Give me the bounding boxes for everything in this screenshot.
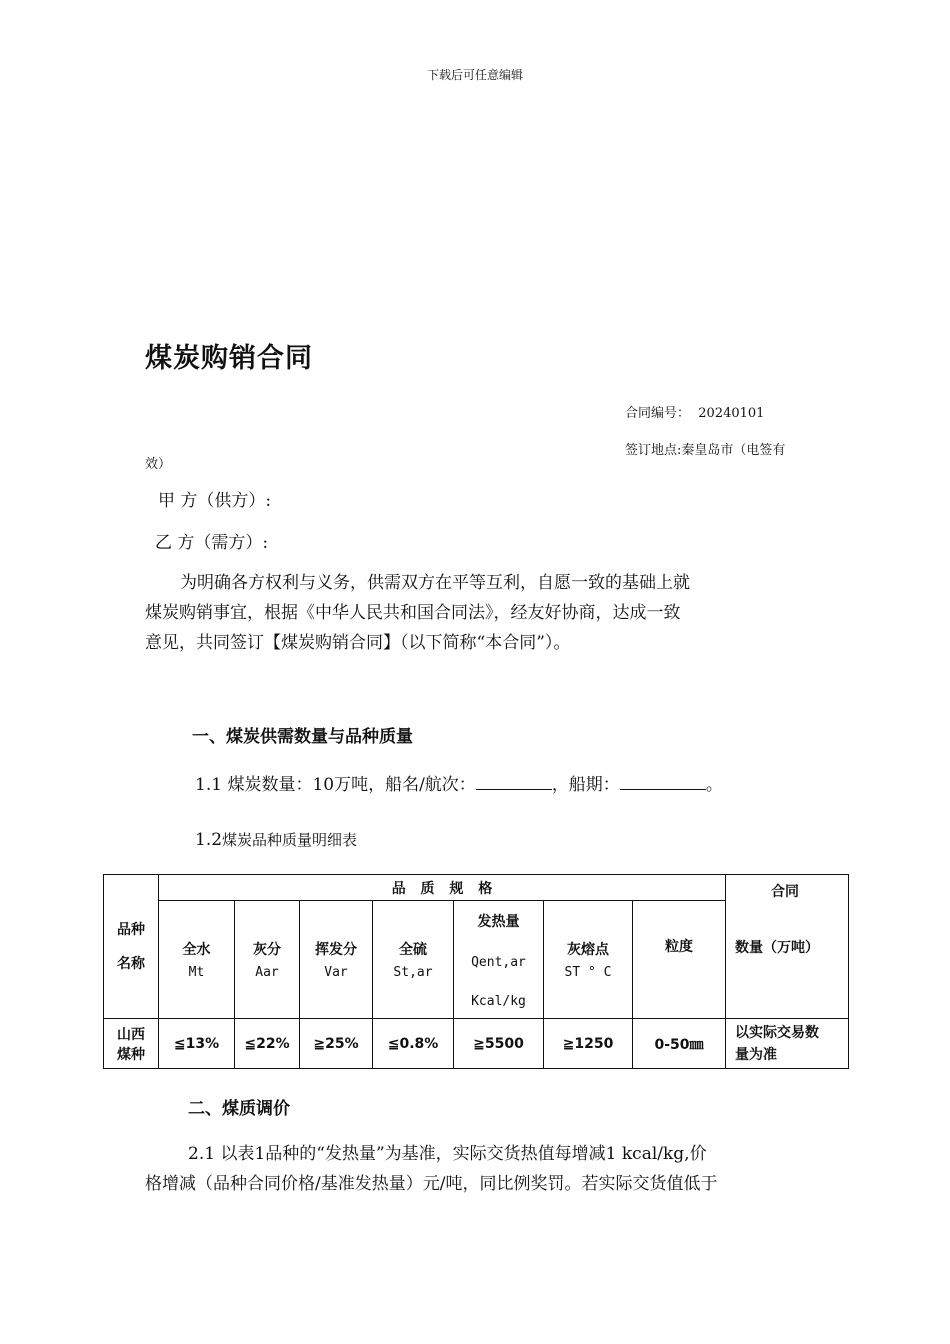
value-ash-melting: ≧1250 xyxy=(544,1019,633,1069)
col-total-moisture-code: Mt xyxy=(188,965,205,980)
section-2-title: 二、煤质调价 xyxy=(188,1099,290,1119)
col-total-moisture xyxy=(159,901,235,1019)
contract-number xyxy=(625,402,764,421)
page-title: 煤炭购销合同 xyxy=(145,343,313,374)
clause-2-1-line1 xyxy=(188,1139,707,1169)
value-grain: 0-50㎜ xyxy=(633,1019,726,1069)
contract-number-value: 20240101 xyxy=(698,406,765,421)
clause-1-1-number: 1.1 xyxy=(195,775,223,795)
clause-2-1-line2: 格增减（品种合同价格/基准发热量）元/吨，同比例奖罚。若实际交货值低于 xyxy=(145,1174,718,1194)
col-heat-code: Qent,ar xyxy=(471,954,526,970)
clause-1-1-text: 煤炭数量：10万吨，船名/航次： xyxy=(227,775,476,795)
header-note: 下载后可任意编辑 xyxy=(426,68,523,82)
col-ash-melting xyxy=(544,901,633,1019)
contract-header-line2: 数量（万吨） xyxy=(735,940,820,956)
col-sulfur-name: 全硫 xyxy=(399,942,427,958)
value-quantity-line1: 以实际交易数 xyxy=(735,1024,820,1041)
variety-line2: 煤种 xyxy=(117,1046,145,1063)
value-aar: ≦22% xyxy=(235,1019,300,1069)
value-st: ≦0.8% xyxy=(373,1019,454,1069)
variety-header-line1: 品种 xyxy=(117,921,145,938)
ship-date-blank xyxy=(620,773,706,790)
clause-1-1-end: 。 xyxy=(705,775,723,795)
col-ash xyxy=(235,901,300,1019)
col-ash-melting-code: ST ° C xyxy=(564,965,612,980)
col-grain-size: 粒度 xyxy=(633,901,726,1019)
value-var: ≧25% xyxy=(300,1019,373,1069)
section-1-title: 一、煤炭供需数量与品种质量 xyxy=(192,727,413,747)
col-ash-name: 灰分 xyxy=(253,942,281,958)
value-quantity-line2: 量为准 xyxy=(735,1046,778,1063)
variety-line1: 山西 xyxy=(117,1026,145,1043)
value-heat: ≧5500 xyxy=(454,1019,544,1069)
intro-line-3: 意见，共同签订【煤炭购销合同】（以下简称“本合同”）。 xyxy=(145,633,571,653)
col-heat-unit: Kcal/kg xyxy=(471,993,526,1009)
col-total-moisture-name: 全水 xyxy=(182,942,211,958)
value-quantity xyxy=(726,1019,849,1069)
spec-header: 品 质 规 格 xyxy=(159,875,726,901)
clause-1-1 xyxy=(195,770,723,800)
value-mt: ≦13% xyxy=(159,1019,235,1069)
variety-header-line2: 名称 xyxy=(117,955,145,972)
contract-number-label: 合同编号： xyxy=(625,406,691,421)
col-heat-name: 发热量 xyxy=(477,913,520,930)
coal-quality-table xyxy=(103,874,849,1069)
col-ash-code: Aar xyxy=(255,965,279,980)
contract-header-line1: 合同 xyxy=(771,884,800,900)
col-heat xyxy=(454,901,544,1019)
variety-cell xyxy=(104,1019,159,1069)
col-ash-melting-name: 灰熔点 xyxy=(567,942,609,958)
col-sulfur xyxy=(373,901,454,1019)
sign-place-line1: 签订地点:秦皇岛市（电签有 xyxy=(625,443,786,458)
contract-quantity-header xyxy=(726,875,849,1019)
clause-1-2-text: 煤炭品种质量明细表 xyxy=(222,831,358,849)
col-volatile xyxy=(300,901,373,1019)
ship-voyage-blank xyxy=(476,773,552,790)
party-a: 甲 方（供方）: xyxy=(158,491,272,511)
intro-line-2: 煤炭购销事宜，根据《中华人民共和国合同法》，经友好协商，达成一致 xyxy=(145,603,681,623)
sign-place-line2: 效） xyxy=(145,457,172,472)
clause-2-1-text1: 以表1品种的“发热量”为基准，实际交货热值每增减1 kcal/kg,价 xyxy=(220,1144,707,1164)
clause-2-1-number: 2.1 xyxy=(188,1144,216,1164)
intro-line-1: 为明确各方权利与义务，供需双方在平等互利，自愿一致的基础上就 xyxy=(180,573,690,593)
variety-header xyxy=(104,875,159,1019)
clause-1-2 xyxy=(195,825,357,855)
col-sulfur-code: St,ar xyxy=(393,965,433,980)
clause-1-2-number: 1.2 xyxy=(195,830,223,850)
clause-1-1-mid: ，船期： xyxy=(551,775,620,795)
party-b: 乙 方（需方）: xyxy=(155,533,269,553)
col-volatile-name: 挥发分 xyxy=(315,942,357,958)
col-volatile-code: Var xyxy=(324,965,348,980)
